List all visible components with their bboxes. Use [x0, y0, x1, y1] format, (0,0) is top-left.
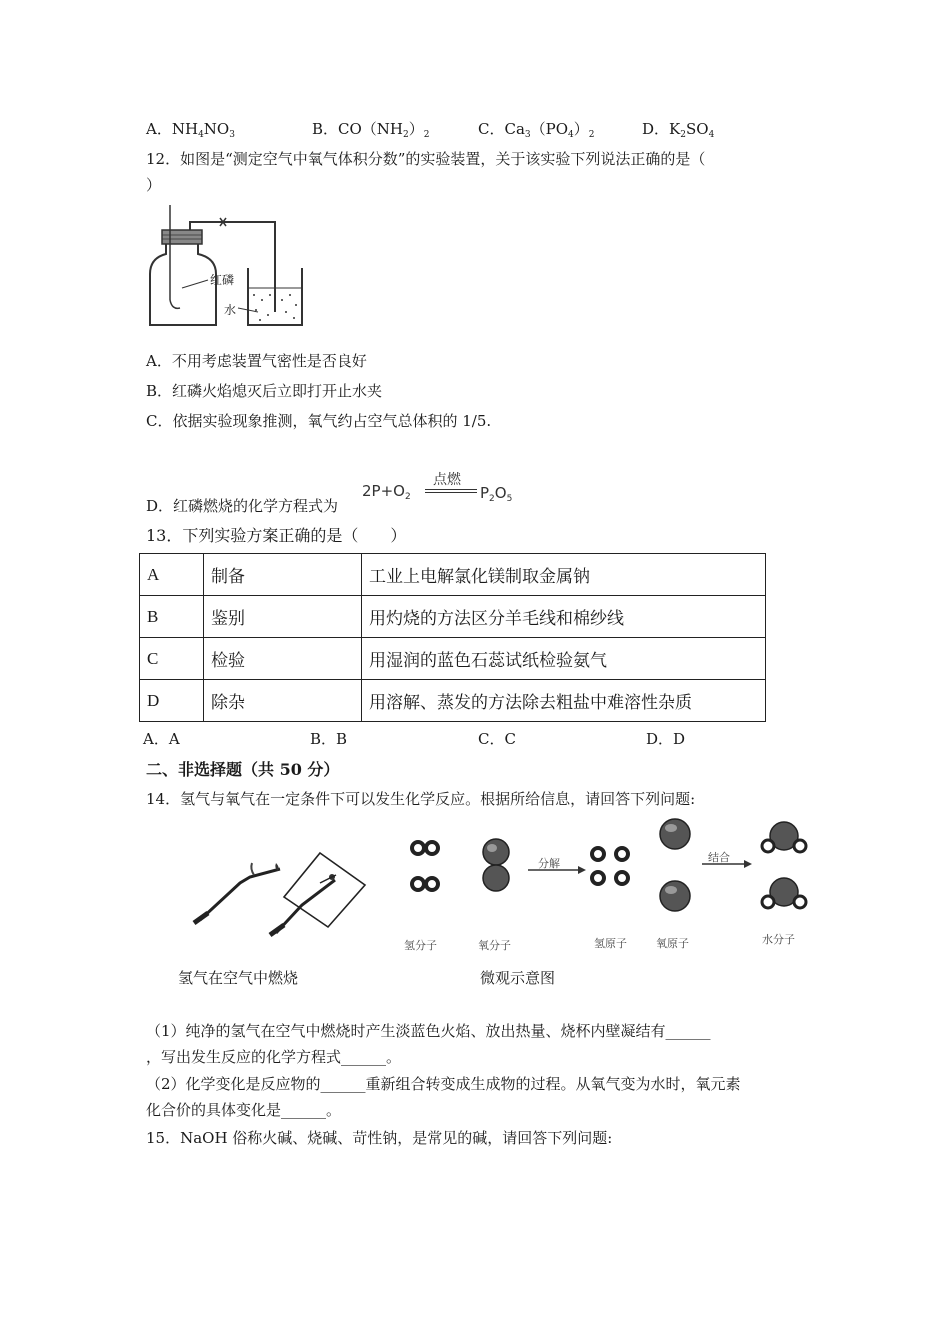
- q14-part1-line1: （1）纯净的氢气在空气中燃烧时产生淡蓝色火焰、放出热量、烧杯内壁凝结有______: [146, 1022, 711, 1040]
- table-row: [140, 680, 766, 722]
- q13-answer-b: B．B: [310, 730, 348, 748]
- label-water-molecule: 水分子: [762, 933, 795, 946]
- row-plan: 用灼烧的方法区分羊毛线和棉纱线: [362, 596, 766, 638]
- q13-table: [139, 553, 766, 722]
- label-decompose: 分解: [538, 857, 560, 870]
- label-red-phosphorus: 红磷: [210, 273, 235, 287]
- caption-microscopic: 微观示意图: [480, 969, 556, 987]
- hydrogen-burning-figure: [180, 835, 375, 940]
- label-o-atom: 氧原子: [656, 937, 689, 950]
- label-h-atom: 氢原子: [594, 937, 627, 950]
- q13-answer-c: C．C: [478, 730, 516, 748]
- q11-option-b: B．$CO(NH_2)_2$: [312, 120, 430, 140]
- q12-option-a: A．不用考虑装置气密性是否良好: [146, 352, 367, 370]
- label-h2-molecule: 氢分子: [404, 939, 437, 952]
- label-combine: 结合: [708, 851, 730, 864]
- q12-stem-close: ）: [146, 176, 162, 194]
- row-type: 检验: [204, 638, 362, 680]
- equation-condition: 点燃: [433, 472, 461, 488]
- label-o2-molecule: 氧分子: [478, 939, 511, 952]
- q12-option-c: C．依据实验现象推测，氧气约占空气总体积的 1/5.: [146, 412, 492, 430]
- row-type: 鉴别: [204, 596, 362, 638]
- label-water: 水: [224, 303, 237, 317]
- row-plan: 用湿润的蓝色石蕊试纸检验氨气: [362, 638, 766, 680]
- equation-arrow-line: [425, 489, 477, 490]
- section-title: 二、非选择题（共 50 分）: [146, 760, 340, 779]
- equation-right: $P_2O_5$: [480, 484, 513, 504]
- row-type: 制备: [204, 554, 362, 596]
- row-plan: 工业上电解氯化镁制取金属钠: [362, 554, 766, 596]
- q11-option-d: D．$K_2SO_4$: [642, 120, 715, 140]
- q11-option-a: A．$NH_4NO_3$: [146, 120, 235, 140]
- row-letter: D: [140, 680, 204, 722]
- table-row: [140, 596, 766, 638]
- q11-option-c: C．$Ca_3(PO_4)_2$: [478, 120, 595, 140]
- q12-option-d: D．红磷燃烧的化学方程式为: [146, 497, 339, 515]
- row-type: 除杂: [204, 680, 362, 722]
- equation-arrow-line: [425, 492, 477, 493]
- microscopic-schematic-figure: [400, 812, 820, 937]
- q14-part2-line1: （2）化学变化是反应物的______重新组合转变成生成物的过程。从氧气变为水时，氧元素: [146, 1075, 741, 1093]
- q12-stem: 12．如图是“测定空气中氧气体积分数”的实验装置，关于该实验下列说法正确的是（: [146, 150, 706, 168]
- q13-stem: 13．下列实验方案正确的是（ ）: [146, 526, 407, 545]
- row-letter: B: [140, 596, 204, 638]
- table-row: [140, 554, 766, 596]
- table-row: [140, 638, 766, 680]
- row-letter: C: [140, 638, 204, 680]
- row-letter: A: [140, 554, 204, 596]
- q14-stem: 14．氢气与氧气在一定条件下可以发生化学反应。根据所给信息，请回答下列问题:: [146, 790, 696, 808]
- q15-stem: 15．NaOH 俗称火碱、烧碱、苛性钠，是常见的碱，请回答下列问题:: [146, 1129, 613, 1147]
- q12-option-b: B．红磷火焰熄灭后立即打开止水夹: [146, 382, 383, 400]
- q13-answer-a: A．A: [143, 730, 180, 748]
- q13-answer-d: D．D: [646, 730, 686, 748]
- row-plan: 用溶解、蒸发的方法除去粗盐中难溶性杂质: [362, 680, 766, 722]
- equation-left: $2P+O_2$: [362, 482, 411, 502]
- caption-hydrogen-burning: 氢气在空气中燃烧: [178, 969, 299, 987]
- q14-part2-line2: 化合价的具体变化是______。: [146, 1101, 342, 1119]
- q14-part1-line2: ，写出发生反应的化学方程式______。: [146, 1048, 402, 1066]
